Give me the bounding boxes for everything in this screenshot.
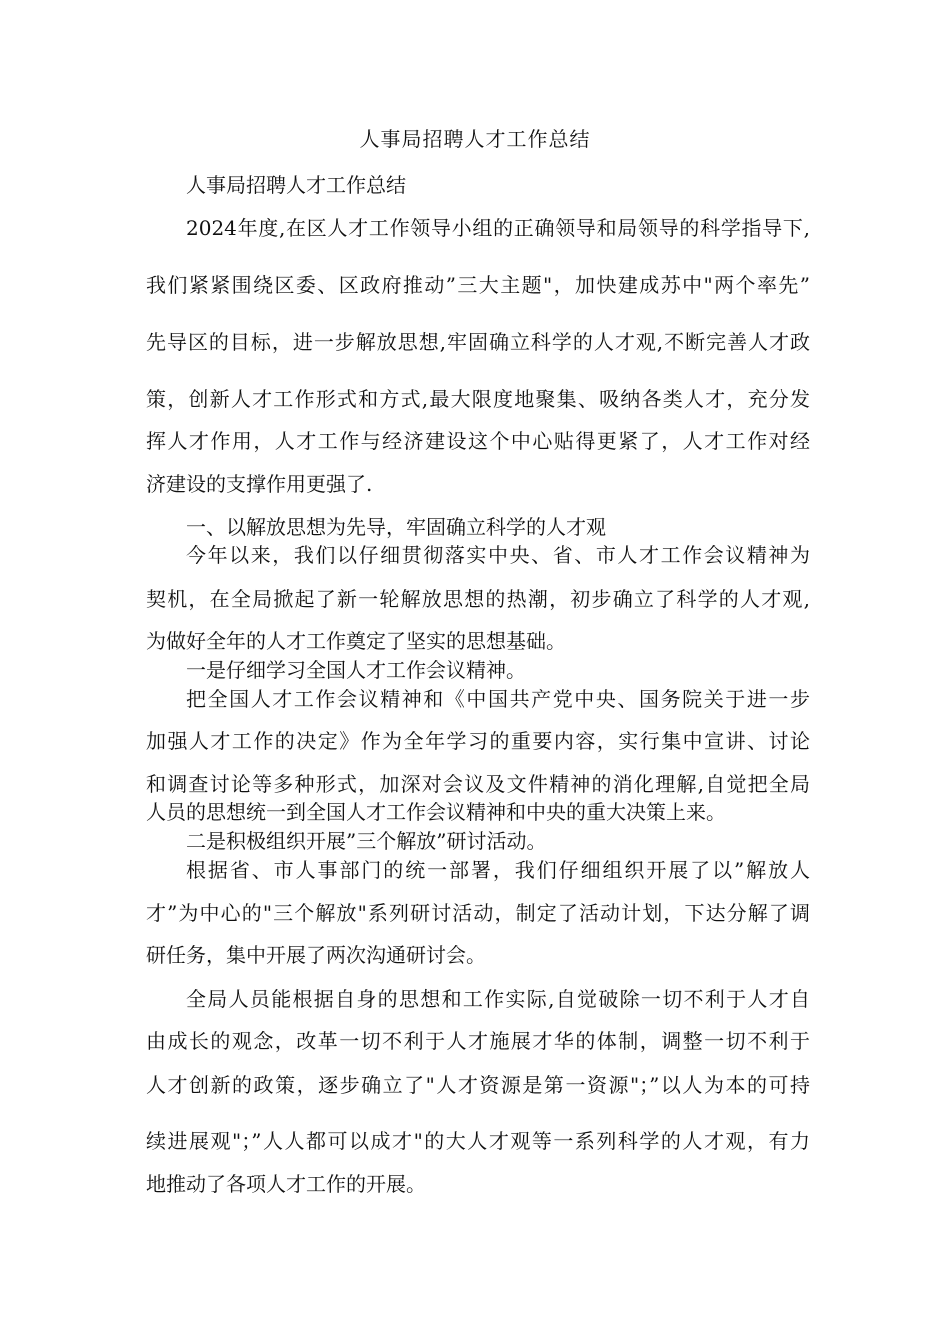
subsection-heading: 二是积极组织开展”三个解放”研讨活动。 xyxy=(186,829,547,853)
paragraph-line: 2024年度,在区人才工作领导小组的正确领导和局领导的科学指导下, xyxy=(186,216,810,240)
document-title: 人事局招聘人才工作总结 xyxy=(359,127,591,151)
paragraph-line: 根据省、市人事部门的统一部署，我们仔细组织开展了以”解放人 xyxy=(186,858,810,882)
paragraph-line: 为做好全年的人才工作奠定了坚实的思想基础。 xyxy=(146,629,566,653)
subtitle-line: 人事局招聘人才工作总结 xyxy=(186,173,406,197)
paragraph-line: 济建设的支撑作用更强了. xyxy=(146,472,373,496)
paragraph-line: 加强人才工作的决定》作为全年学习的重要内容，实行集中宣讲、讨论 xyxy=(146,729,810,753)
paragraph-line: 策，创新人才工作形式和方式,最大限度地聚集、吸纳各类人才，充分发 xyxy=(146,387,810,411)
section-heading: 一、以解放思想为先导，牢固确立科学的人才观 xyxy=(186,515,606,539)
paragraph-line: 先导区的目标，进一步解放思想,牢固确立科学的人才观,不断完善人才政 xyxy=(146,330,810,354)
paragraph-line: 由成长的观念，改革一切不利于人才施展才华的体制，调整一切不利于 xyxy=(146,1029,810,1053)
paragraph-line: 今年以来，我们以仔细贯彻落实中央、省、市人才工作会议精神为 xyxy=(186,543,810,567)
paragraph-line: 把全国人才工作会议精神和《中国共产党中央、国务院关于进一步 xyxy=(186,687,810,711)
subsection-heading: 一是仔细学习全国人才工作会议精神。 xyxy=(186,658,526,682)
paragraph-line: 人才创新的政策，逐步确立了"人才资源是第一资源"；”以人为本的可持 xyxy=(146,1073,810,1097)
paragraph-line: 契机，在全局掀起了新一轮解放思想的热潮，初步确立了科学的人才观, xyxy=(146,587,810,611)
paragraph-line: 挥人才作用，人才工作与经济建设这个中心贴得更紧了，人才工作对经 xyxy=(146,429,810,453)
paragraph-line: 我们紧紧围绕区委、区政府推动”三大主题"，加快建成苏中"两个率先” xyxy=(146,273,810,297)
paragraph-line: 续进展观"；”人人都可以成才"的大人才观等一系列科学的人才观，有力 xyxy=(146,1129,810,1153)
paragraph-line: 全局人员能根据自身的思想和工作实际,自觉破除一切不利于人才自 xyxy=(186,987,810,1011)
paragraph-line: 人员的思想统一到全国人才工作会议精神和中央的重大决策上来。 xyxy=(146,800,726,824)
paragraph-line: 地推动了各项人才工作的开展。 xyxy=(146,1172,426,1196)
paragraph-line: 研任务，集中开展了两次沟通研讨会。 xyxy=(146,943,486,967)
paragraph-line: 才”为中心的"三个解放"系列研讨活动，制定了活动计划，下达分解了调 xyxy=(146,901,810,925)
paragraph-line: 和调查讨论等多种形式，加深对会议及文件精神的消化理解,自觉把全局 xyxy=(146,772,810,796)
